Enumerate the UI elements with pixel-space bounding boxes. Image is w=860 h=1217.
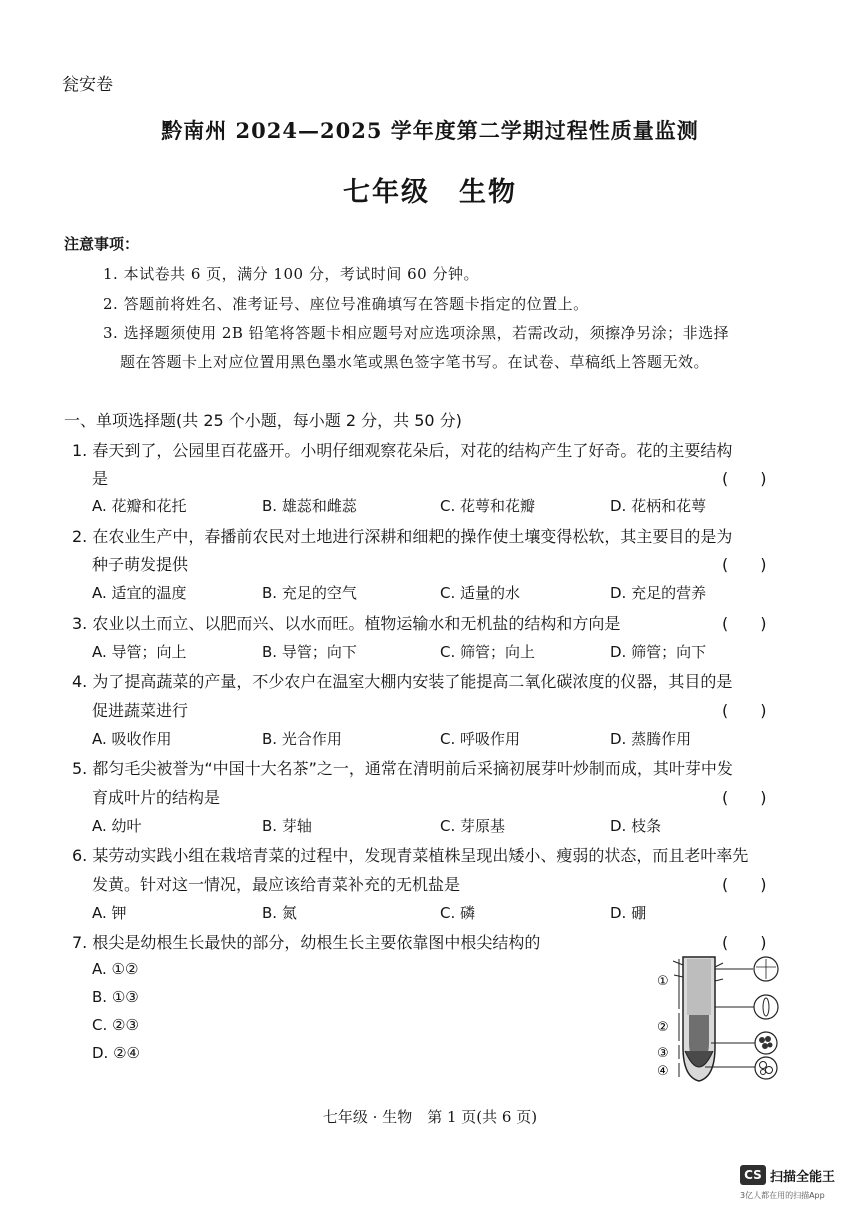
option: C. 筛管；向上 — [440, 643, 536, 661]
answer-paren: ( ) — [722, 875, 767, 894]
option: A. 幼叶 — [92, 817, 142, 835]
root-tip-figure — [655, 955, 785, 1087]
option: A. 钾 — [92, 904, 127, 922]
option: A. 导管；向上 — [92, 643, 187, 661]
option: C. 适量的水 — [440, 584, 521, 602]
option: B. 导管；向下 — [262, 643, 357, 661]
question-stem: 育成叶片的结构是 — [92, 788, 221, 807]
option: C. ②③ — [92, 1016, 139, 1034]
cs-logo-icon: CS — [740, 1165, 766, 1185]
option: C. 芽原基 — [440, 817, 506, 835]
notice-item: 1. 本试卷共 6 页，满分 100 分，考试时间 60 分钟。 — [103, 265, 479, 283]
option: B. 芽轴 — [262, 817, 312, 835]
option: D. ②④ — [92, 1044, 140, 1062]
option: D. 硼 — [610, 904, 647, 922]
answer-paren: ( ) — [722, 555, 767, 574]
answer-paren: ( ) — [722, 701, 767, 720]
figure-label-1: ① — [657, 974, 669, 989]
page-title: 黔南州 2024—2025 学年度第二学期过程性质量监测 — [161, 118, 699, 143]
header-tag: 瓮安卷 — [62, 75, 113, 95]
figure-label-4: ④ — [657, 1064, 669, 1079]
option: C. 磷 — [440, 904, 476, 922]
option: C. 花萼和花瓣 — [440, 497, 536, 515]
question-stem: 5. 都匀毛尖被誉为“中国十大名茶”之一，通常在清明前后采摘初展芽叶炒制而成，其叶芽中发 — [72, 759, 733, 778]
option: D. 枝条 — [610, 817, 662, 835]
option: A. 适宜的温度 — [92, 584, 187, 602]
page-subtitle: 七年级 生物 — [343, 177, 517, 208]
watermark-app-name: 扫描全能王 — [770, 1170, 836, 1185]
option: A. ①② — [92, 960, 139, 978]
option: B. 雄蕊和雌蕊 — [262, 497, 357, 515]
answer-paren: ( ) — [722, 788, 767, 807]
question-stem: 促进蔬菜进行 — [92, 701, 189, 720]
figure-label-2: ② — [657, 1020, 669, 1035]
question-stem: 发黄。针对这一情况，最应该给青菜补充的无机盐是 — [92, 875, 461, 894]
question-stem: 2. 在农业生产中，春播前农民对土地进行深耕和细耙的操作使土壤变得松软，其主要目的是为 — [72, 527, 733, 546]
option: D. 花柄和花萼 — [610, 497, 707, 515]
notice-item: 2. 答题前将姓名、准考证号、座位号准确填写在答题卡指定的位置上。 — [103, 295, 589, 313]
question-stem: 4. 为了提高蔬菜的产量，不少农户在温室大棚内安装了能提高二氧化碳浓度的仪器，其目的是 — [72, 672, 733, 691]
option: C. 呼吸作用 — [440, 730, 521, 748]
notice-item: 3. 选择题须使用 2B 铅笔将答题卡相应题号对应选项涂黑，若需改动，须擦净另涂；非选择 — [103, 324, 730, 342]
option: D. 筛管；向下 — [610, 643, 707, 661]
watermark-tagline: 3亿人都在用的扫描App — [740, 1191, 825, 1200]
option: A. 吸收作用 — [92, 730, 172, 748]
notice-heading: 注意事项： — [64, 235, 140, 253]
question-stem: 1. 春天到了，公园里百花盛开。小明仔细观察花朵后，对花的结构产生了好奇。花的主要结构 — [72, 441, 733, 460]
option: B. ①③ — [92, 988, 139, 1006]
option: B. 充足的空气 — [262, 584, 357, 602]
answer-paren: ( ) — [722, 469, 767, 488]
question-stem: 是 — [92, 469, 109, 488]
figure-label-3: ③ — [657, 1046, 669, 1061]
question-stem: 6. 某劳动实践小组在栽培青菜的过程中，发现青菜植株呈现出矮小、瘦弱的状态，而且老叶率先 — [72, 846, 749, 865]
question-stem: 7. 根尖是幼根生长最快的部分，幼根生长主要依靠图中根尖结构的 — [72, 933, 541, 952]
option: B. 氮 — [262, 904, 297, 922]
answer-paren: ( ) — [722, 614, 767, 633]
option: D. 充足的营养 — [610, 584, 707, 602]
option: D. 蒸腾作用 — [610, 730, 692, 748]
question-stem: 种子萌发提供 — [92, 555, 189, 574]
page-footer: 七年级 · 生物 第 1 页(共 6 页) — [322, 1108, 538, 1126]
notice-item: 题在答题卡上对应位置用黑色墨水笔或黑色签字笔书写。在试卷、草稿纸上答题无效。 — [120, 353, 710, 371]
question-stem: 3. 农业以土而立、以肥而兴、以水而旺。植物运输水和无机盐的结构和方向是 — [72, 614, 621, 633]
option: B. 光合作用 — [262, 730, 342, 748]
section-heading: 一、单项选择题(共 25 个小题，每小题 2 分，共 50 分) — [64, 411, 462, 430]
option: A. 花瓣和花托 — [92, 497, 187, 515]
answer-paren: ( ) — [722, 933, 767, 952]
